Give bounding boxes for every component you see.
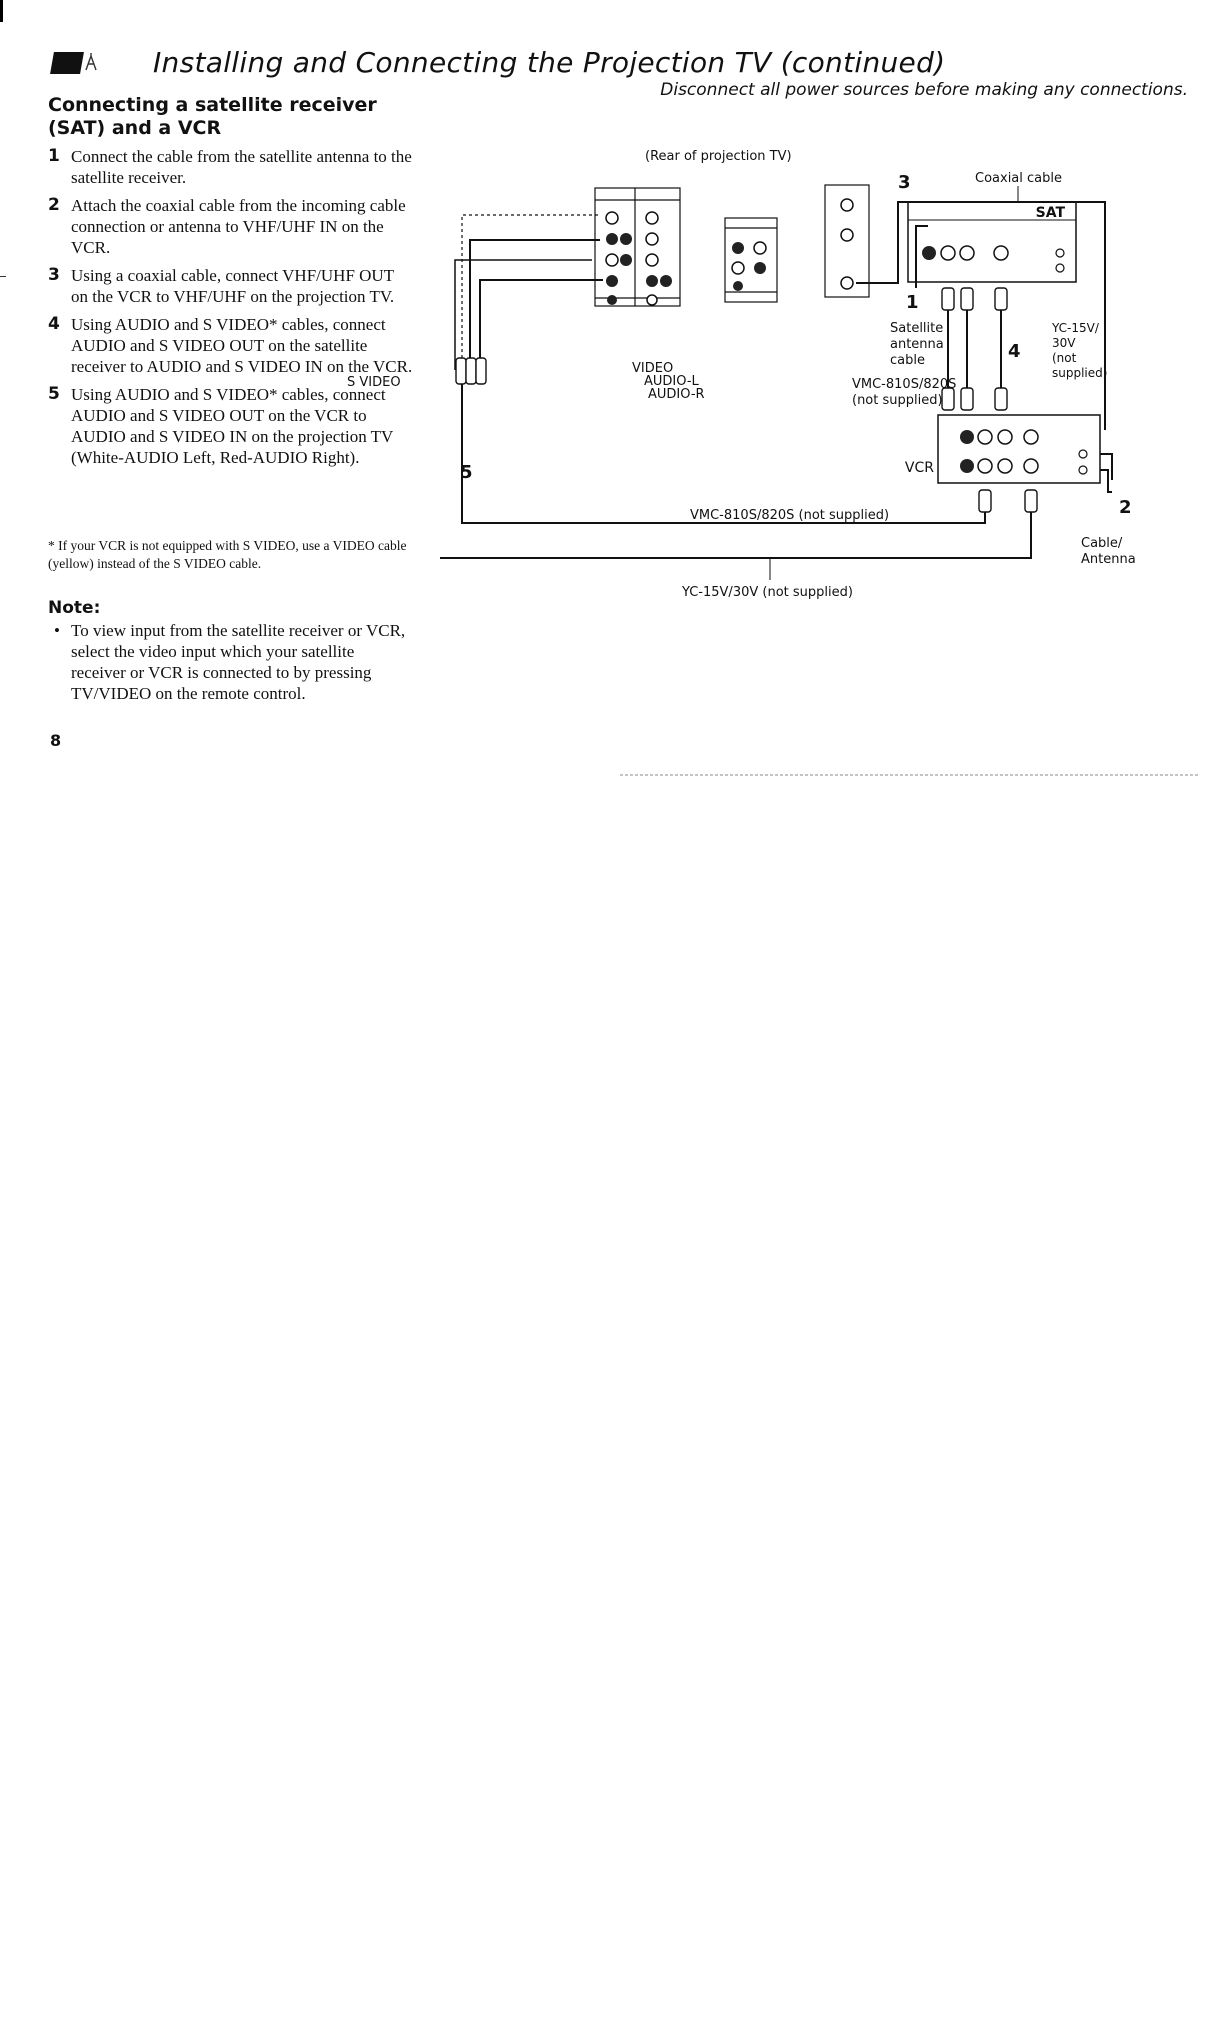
header-bar-icon [50, 52, 84, 74]
sat-jacks [922, 246, 1064, 272]
step-item [48, 195, 413, 258]
callout-3: 3 [898, 172, 911, 193]
s-video-label: S VIDEO [347, 375, 401, 390]
callout-2: 2 [1119, 497, 1132, 518]
scan-artifact-rule [620, 772, 1200, 778]
step-number: 4 [48, 314, 60, 334]
vcr-jacks [960, 430, 1087, 474]
step-text: Using AUDIO and S VIDEO* cables, connect AUDIO and S VIDEO OUT on the satellite receiver to AUDIO and S VIDEO IN on the VCR. [71, 315, 413, 376]
callout-4: 4 [1008, 341, 1021, 362]
instruction-steps [48, 146, 413, 475]
step-item [48, 314, 413, 377]
note-text: To view input from the satellite receiver or VCR, select the video input which your satellite receiver or VCR is connected to by pressing TV/VIDEO on the remote control. [71, 621, 406, 703]
step-text: Attach the coaxial cable from the incoming cable connection or antenna to VHF/UHF IN on the VCR. [71, 196, 406, 257]
cable-antenna-label: Cable/ Antenna [1081, 536, 1136, 567]
satellite-antenna-label: Satellite antenna cable [890, 321, 944, 368]
coaxial-cable-label: Coaxial cable [975, 171, 1062, 186]
yc-bottom-label: YC-15V/30V (not supplied) [682, 585, 853, 600]
step-item [48, 265, 413, 307]
step-number: 5 [48, 384, 60, 404]
step-item [48, 384, 413, 468]
tv-aux-jack [841, 199, 853, 211]
monitor-out-panel [725, 218, 777, 302]
safety-warning: Disconnect all power sources before making any connections. [660, 80, 1188, 100]
page-title: Installing and Connecting the Projection TV (continued) [153, 46, 946, 79]
tv-converter-jack [841, 229, 853, 241]
cable-lines [440, 202, 1112, 558]
scan-edge-mark [0, 0, 3, 22]
step-number: 3 [48, 265, 60, 285]
header-decoration-icon [84, 52, 98, 72]
callout-1: 1 [906, 292, 919, 313]
vcr-label: VCR [904, 460, 934, 476]
vmc-upper-label: VMC-810S/820S (not supplied) [852, 377, 957, 408]
bullet-icon: • [54, 621, 60, 640]
step-number: 1 [48, 146, 60, 166]
sat-label: SAT [1035, 205, 1065, 221]
step-text: Using AUDIO and S VIDEO* cables, connect AUDIO and S VIDEO OUT on the VCR to AUDIO and S VIDEO IN on the projection TV (White-AUDIO Left, Red-AUDIO Right). [71, 385, 394, 467]
tv-input-jacks [606, 212, 672, 305]
note-item [48, 620, 413, 704]
vmc-lower-label: VMC-810S/820S (not supplied) [690, 508, 890, 523]
monitor-out-jacks [732, 242, 766, 291]
step-text: Using a coaxial cable, connect VHF/UHF OUT on the VCR to VHF/UHF on the projection TV. [71, 266, 395, 306]
vcr-box [938, 415, 1100, 483]
yc-right-label: YC-15V/ 30V (not supplied) [1052, 321, 1108, 380]
margin-tick [0, 276, 6, 277]
page-number: 8 [50, 731, 62, 750]
audio-r-label: AUDIO-R [648, 387, 705, 402]
section-title: Connecting a satellite receiver (SAT) and a VCR [48, 94, 377, 139]
footnote: * If your VCR is not equipped with S VIDEO, use a VIDEO cable (yellow) instead of the S VIDEO cable. [48, 538, 407, 571]
video-label: VIDEO [632, 361, 674, 376]
connection-diagram [440, 140, 1200, 610]
tv-vhf-uhf-jack [841, 277, 853, 289]
audio-l-label: AUDIO-L [644, 374, 699, 389]
note-heading: Note: [48, 598, 101, 618]
step-item [48, 146, 413, 188]
rear-of-tv-label: (Rear of projection TV) [645, 149, 792, 164]
step-number: 2 [48, 195, 60, 215]
callout-5: 5 [460, 462, 473, 483]
tv-input-panel [595, 188, 680, 306]
step-text: Connect the cable from the satellite antenna to the satellite receiver. [71, 147, 412, 187]
